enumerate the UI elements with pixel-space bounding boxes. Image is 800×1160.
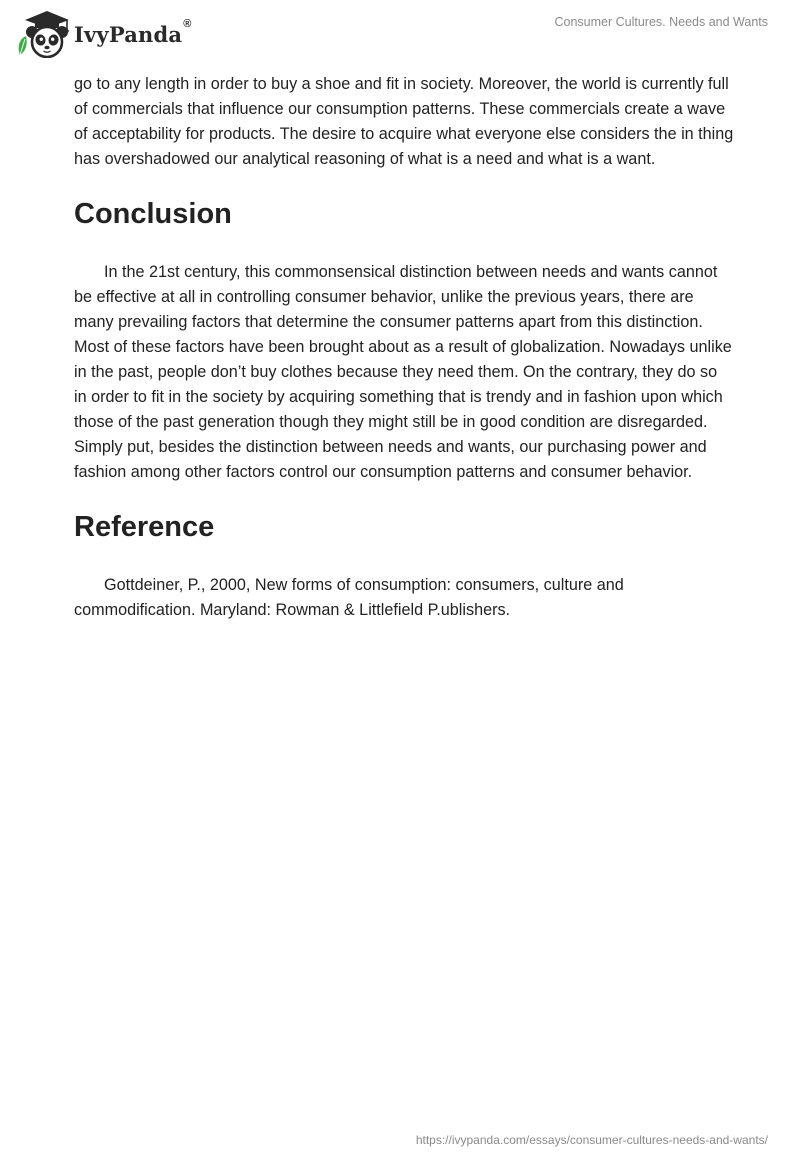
page-header [0, 0, 800, 60]
document-title: Consumer Cultures. Needs and Wants [554, 15, 768, 29]
panda-graduate-icon [14, 8, 72, 58]
intro-paragraph: go to any length in order to buy a shoe and fit in society. Moreover, the world is currently full of commercials that influence our consumption patterns. These commercials create a wave of acceptability for products. The desire to acquire what everyone else considers the in thing has overshadowed our analytical reasoning of what is a need and what is a want. [74, 75, 734, 168]
ivypanda-logo[interactable] [14, 8, 191, 58]
reference-entry: Gottdeiner, P., 2000, New forms of consumption: consumers, culture and commodification. Maryland: Rowman & Littlefield P.ublishers. [74, 576, 624, 619]
registered-mark: ® [183, 18, 192, 30]
reference-heading: Reference [74, 511, 215, 543]
conclusion-paragraph: In the 21st century, this commonsensical distinction between needs and wants cannot be effective at all in controlling consumer behavior, unlike the previous years, there are many prevailing factors that determine the consumer patterns apart from this distinction. Most of these factors have been brought about as a result of globalization. Nowadays unlike in the past, people don’t buy clothes because they need them. On the contrary, they do so in order to fit in the society by acquiring something that is trendy and in fashion upon which those of the past generation though they might still be in good condition are disregarded. Simply put, besides the distinction between needs and wants, our purchasing power and fashion among other factors control our consumption patterns and consumer behavior. [74, 263, 732, 481]
essay-content [74, 72, 734, 623]
brand-name: IvyPanda [74, 21, 183, 47]
footer-url-link[interactable]: https://ivypanda.com/essays/consumer-cultures-needs-and-wants/ [415, 1133, 768, 1147]
conclusion-heading: Conclusion [74, 198, 232, 230]
